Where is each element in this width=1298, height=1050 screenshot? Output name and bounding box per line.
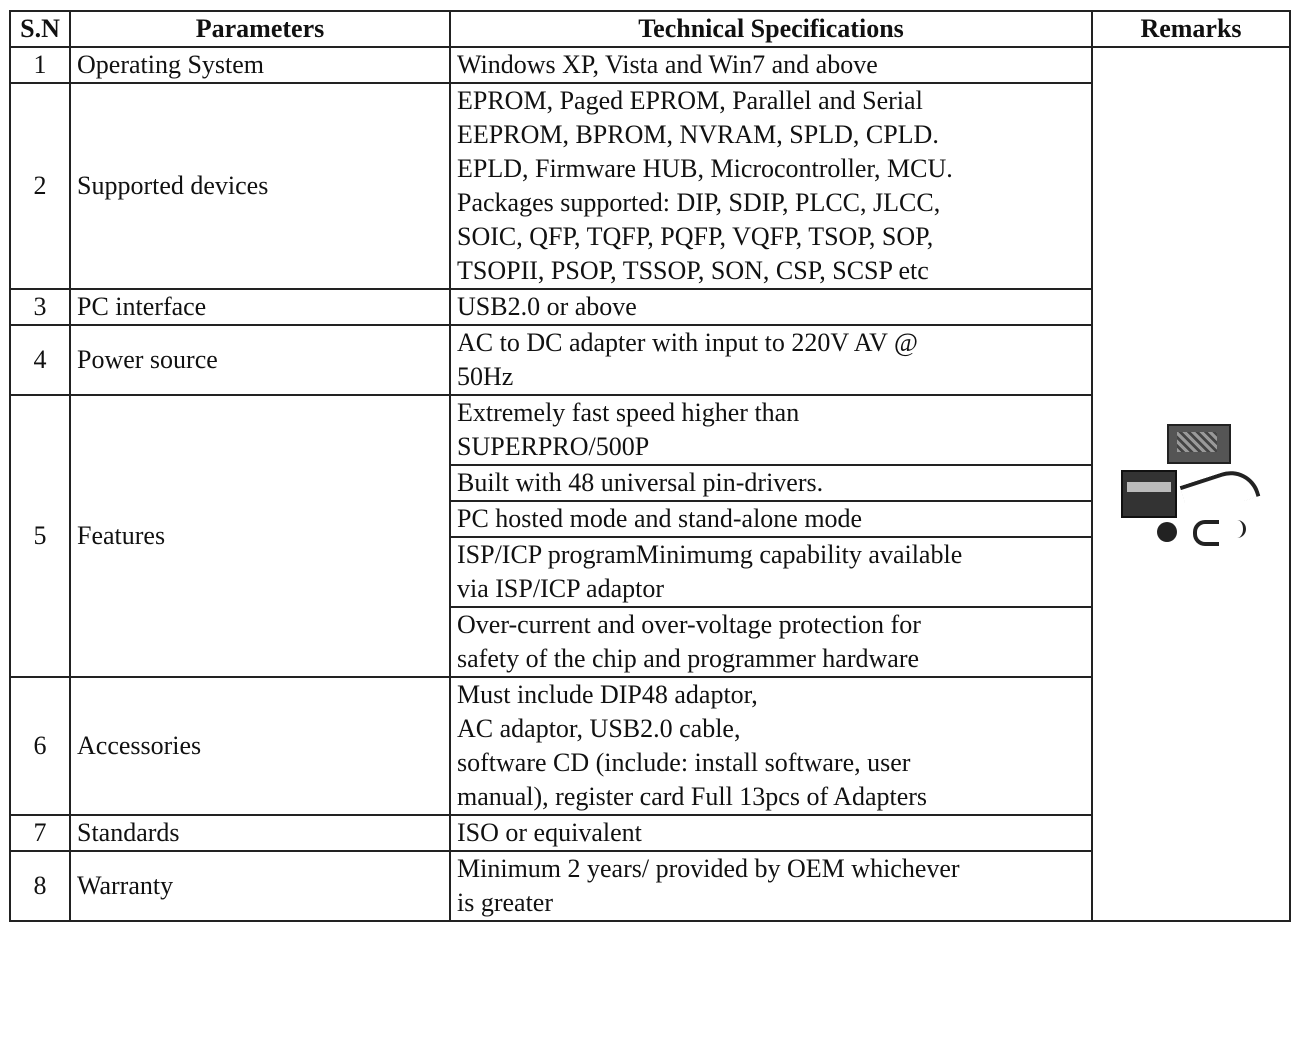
row-specification: Minimum 2 years/ provided by OEM whichever is greater [450, 851, 1092, 921]
header-sn: S.N [10, 11, 70, 47]
row-specification: ISP/ICP programMinimumg capability available via ISP/ICP adaptor [450, 537, 1092, 607]
row-parameter: Power source [70, 325, 450, 395]
row-specification: Built with 48 universal pin-drivers. [450, 465, 1092, 501]
programmer-accessories-image [1121, 424, 1261, 544]
row-parameter: PC interface [70, 289, 450, 325]
row-parameter: Operating System [70, 47, 450, 83]
row-sn: 6 [10, 677, 70, 815]
row-specification: Over-current and over-voltage protection for safety of the chip and programmer hardware [450, 607, 1092, 677]
row-parameter: Accessories [70, 677, 450, 815]
row-parameter: Features [70, 395, 450, 677]
row-sn: 7 [10, 815, 70, 851]
cable-loop-icon [1233, 520, 1246, 538]
row-specification: EPROM, Paged EPROM, Parallel and Serial EEPROM, BPROM, NVRAM, SPLD, CPLD. EPLD, Firmware HUB, Microcontroller, MCU. Packages supported: DIP, SDIP, PLCC, JLCC, SOIC, QFP, TQFP, PQFP, VQFP, TSOP, SOP, TSOPII, PSOP, TSSOP, SON, CSP, SCSP etc [450, 83, 1092, 289]
row-specification: ISO or equivalent [450, 815, 1092, 851]
adapter-board-icon [1121, 470, 1177, 518]
row-sn: 3 [10, 289, 70, 325]
table-header-row [10, 11, 1290, 47]
row-sn: 8 [10, 851, 70, 921]
row-specification: PC hosted mode and stand-alone mode [450, 501, 1092, 537]
power-cable-icon [1193, 520, 1219, 546]
row-parameter: Standards [70, 815, 450, 851]
row-sn: 4 [10, 325, 70, 395]
row-sn: 5 [10, 395, 70, 677]
header-remarks: Remarks [1092, 11, 1290, 47]
header-parameters: Parameters [70, 11, 450, 47]
row-specification: Must include DIP48 adaptor, AC adaptor, USB2.0 cable, software CD (include: install software, user manual), register card Full 13pcs of Adapters [450, 677, 1092, 815]
row-specification: AC to DC adapter with input to 220V AV @ 50Hz [450, 325, 1092, 395]
table-row [10, 47, 1290, 83]
cd-disc-icon [1157, 522, 1177, 542]
row-specification: Windows XP, Vista and Win7 and above [450, 47, 1092, 83]
row-sn: 2 [10, 83, 70, 289]
remarks-cell [1092, 47, 1290, 921]
row-sn: 1 [10, 47, 70, 83]
header-technical-specifications: Technical Specifications [450, 11, 1092, 47]
programmer-device-icon [1167, 424, 1231, 464]
row-specification: Extremely fast speed higher than SUPERPRO/500P [450, 395, 1092, 465]
technical-specifications-table [9, 10, 1291, 922]
usb-cable-icon [1180, 463, 1261, 518]
row-parameter: Supported devices [70, 83, 450, 289]
row-specification: USB2.0 or above [450, 289, 1092, 325]
row-parameter: Warranty [70, 851, 450, 921]
